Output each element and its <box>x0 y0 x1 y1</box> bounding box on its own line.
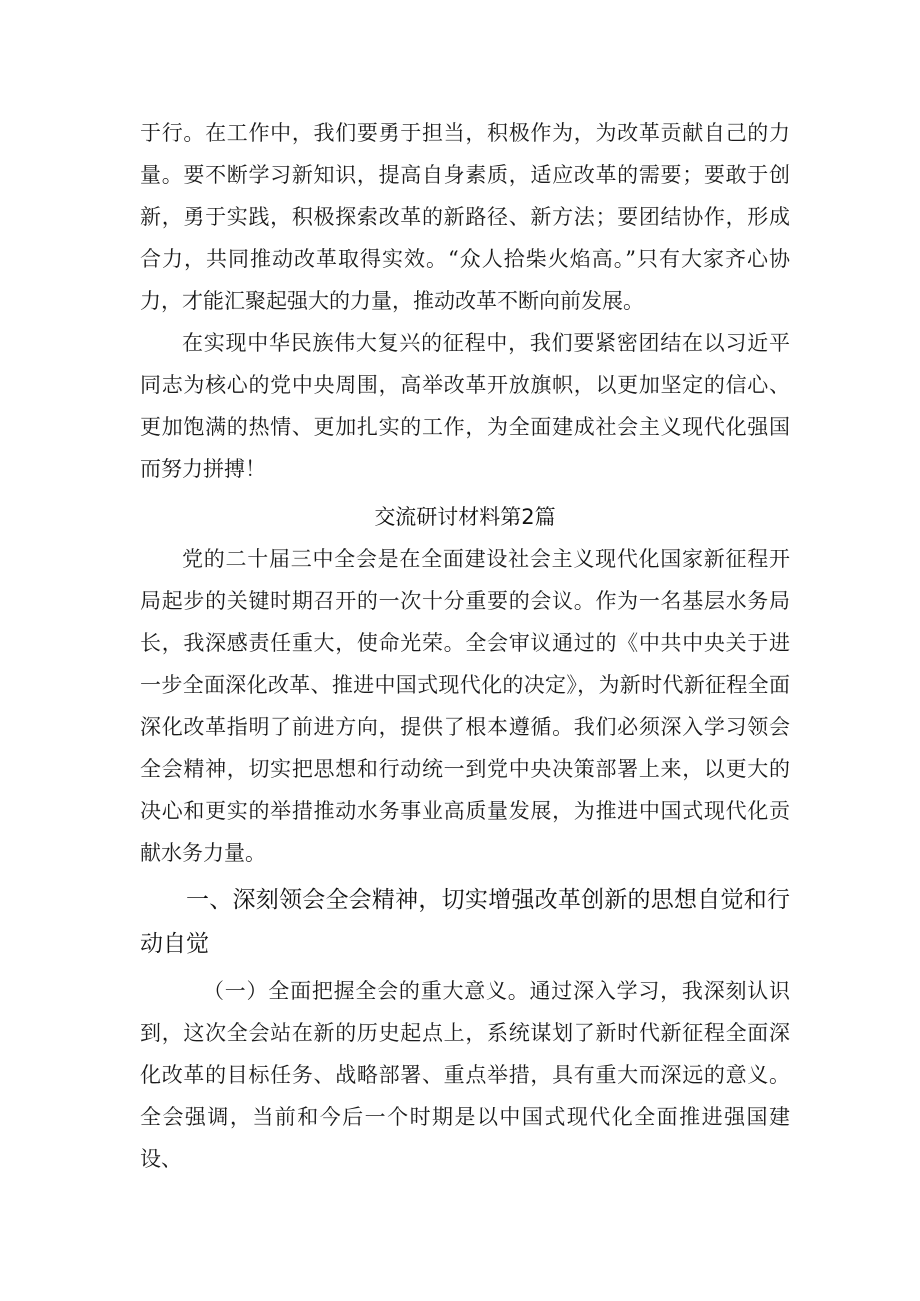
document-body <box>140 112 790 1180</box>
sub-paragraph-1: （一）全面把握全会的重大意义。通过深入学习，我深刻认识到，这次全会站在新的历史起点上，系统谋划了新时代新征程全面深化改革的目标任务、战略部署、重点举措，具有重大而深远的意义。全会强调，当前和今后一个时期是以中国式现代化全面推进强国建设、 <box>140 979 790 1171</box>
intro-paragraph: 党的二十届三中全会是在全面建设社会主义现代化国家新征程开局起步的关键时期召开的一次十分重要的会议。作为一名基层水务局长，我深感责任重大，使命光荣。全会审议通过的《中共中央关于进一步全面深化改革、推进中国式现代化的决定》，为新时代新征程全面深化改革指明了前进方向，提供了根本遵循。我们必须深入学习领会全会精神，切实把思想和行动统一到党中央决策部署上来，以更大的决心和更实的举措推动水务事业高质量发展，为推进中国式现代化贡献水务力量。 <box>140 547 790 865</box>
closing-paragraph: 在实现中华民族伟大复兴的征程中，我们要紧密团结在以习近平同志为核心的党中央周围，高举改革开放旗帜，以更加坚定的信心、更加饱满的热情、更加扎实的工作，为全面建成社会主义现代化强国而努力拼搏！ <box>140 331 790 481</box>
section-title: 交流研讨材料第2篇 <box>374 505 556 529</box>
heading-1: 一、深刻领会全会精神，切实增强改革创新的思想自觉和行动自觉 <box>140 887 790 957</box>
continued-paragraph: 于行。在工作中，我们要勇于担当，积极作为，为改革贡献自己的力量。要不断学习新知识，提高自身素质，适应改革的需要；要敢于创新，勇于实践，积极探索改革的新路径、新方法；要团结协作，形成合力，共同推动改革取得实效。“众人拾柴火焰高。”只有大家齐心协力，才能汇聚起强大的力量，推动改革不断向前发展。 <box>140 121 790 313</box>
